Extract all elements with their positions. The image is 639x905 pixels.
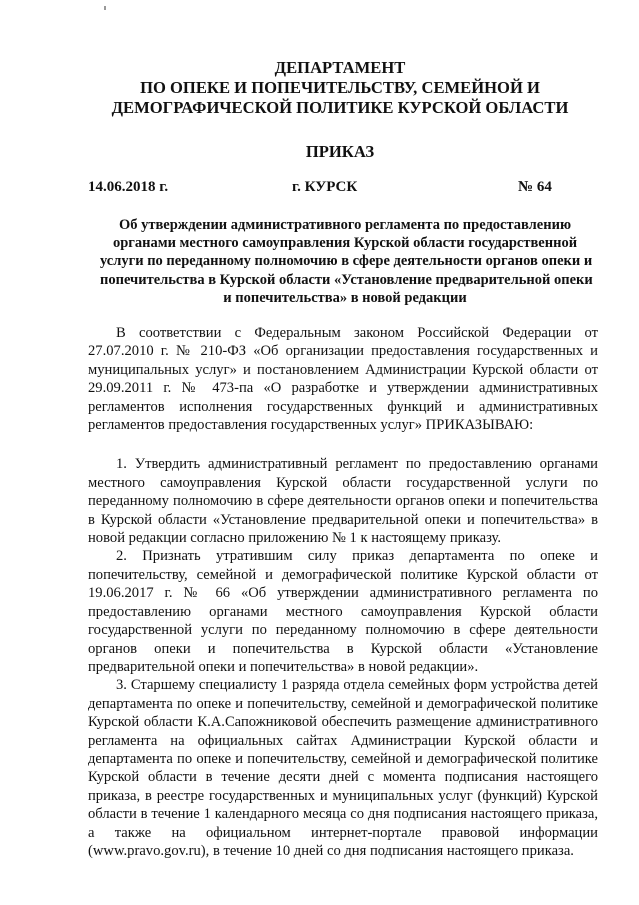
order-item-3: 3. Старшему специалисту 1 разряда отдела семейных форм устройства детей департамента по опеке и попечительству, семейной и демографической политике Курской области К.А.Сапожниковой обеспечить размещение административного регламента на официальных сайтах Администрации Курской области и департамента по опеке и попечительству, семейной и демографической политике Курской области в течение десяти дней с момента подписания настоящего приказа, в реестре государственных и муниципальных услуг (функций) Курской области в течение 1 календарного месяца со дня подписания настоящего приказа, а также на официальном интернет-портале правовой информации (www.pravo.gov.ru), в течение 10 дней со дня подписания настоящего приказа.: [88, 677, 598, 859]
order-date: 14.06.2018 г.: [88, 179, 169, 195]
order-item-2: 2. Признать утратившим силу приказ департамента по опеке и попечительству, семейной и демографической политике Курской области от 19.06.2017 г. № 66 «Об утверждении административного регламента по предоставлению органами местного самоуправления Курской области государственной услуги по переданному полномочию в сфере деятельности органов опеки и попечительства в Курской области «Установление предварительной опеки и попечительства» в новой редакции».: [88, 548, 598, 675]
department-header: [80, 58, 600, 118]
order-subject-line: услуги по переданному полномочию в сфере деятельности органов опеки и: [100, 253, 593, 270]
order-subject-line: органами местного самоуправления Курской области государственной: [112, 235, 578, 252]
order-city: г. КУРСК: [292, 179, 358, 195]
preamble-paragraph: В соответствии с Федеральным законом Российской Федерации от 27.07.2010 г. № 210-ФЗ «Об организации предоставления государственных и муниципальных услуг» и постановлением Администрации Курской области от 29.09.2011 г. № 473-па «О разработке и утверждении административных регламентов исполнения государственных функций и административных регламентов предоставления государственных услуг» ПРИКАЗЫВАЮ:: [88, 325, 598, 434]
order-subject: [100, 216, 593, 307]
document-type-title: ПРИКАЗ: [305, 142, 375, 161]
order-subject-line: Об утверждении административного регламента по предоставлению: [118, 217, 572, 233]
order-item-1: 1. Утвердить административный регламент по предоставлению органами местного самоуправления Курской области государственной услуги по переданному полномочию в сфере деятельности органов опеки и попечительства в Курской области «Установление предварительной опеки и попечительства» в новой редакции согласно приложению № 1 к настоящему приказу.: [88, 456, 598, 547]
department-header-line: ДЕПАРТАМЕНТ: [274, 58, 406, 77]
order-subject-line: и попечительства» в новой редакции: [223, 289, 467, 306]
order-body: [88, 324, 598, 860]
department-header-line: ПО ОПЕКЕ И ПОПЕЧИТЕЛЬСТВУ, СЕМЕЙНОЙ И: [140, 78, 540, 97]
order-number: № 64: [518, 179, 552, 195]
scan-speck: [104, 6, 106, 10]
department-header-line: ДЕМОГРАФИЧЕСКОЙ ПОЛИТИКЕ КУРСКОЙ ОБЛАСТИ: [111, 98, 569, 117]
order-subject-line: попечительства в Курской области «Установление предварительной опеки: [100, 271, 593, 288]
